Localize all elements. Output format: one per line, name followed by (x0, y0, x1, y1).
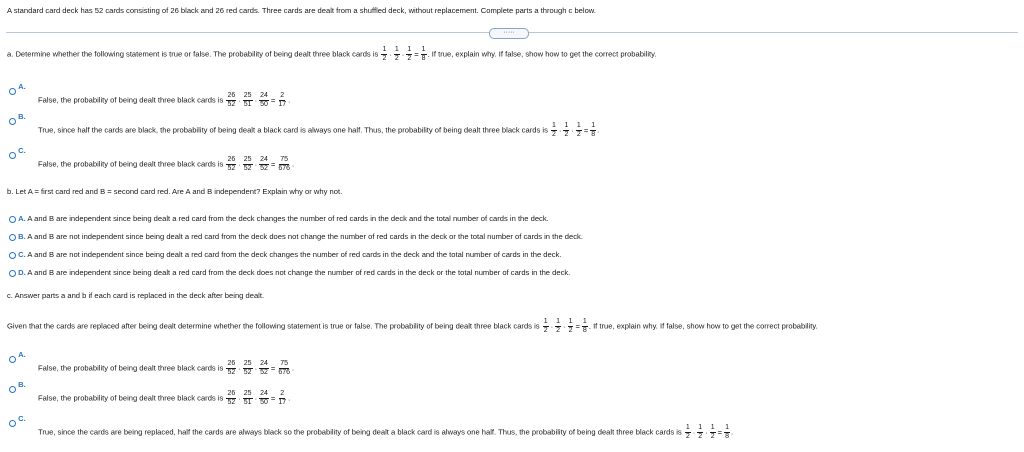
fraction: $\frac{26}{52}$ (227, 360, 236, 376)
part-b-question: b. Let A = first card red and B = second card red. Are A and B independent? Explain why or why not. (7, 187, 343, 196)
radio-button[interactable] (9, 252, 16, 259)
fraction: $\frac{2}{17}$ (278, 92, 287, 108)
fraction: $\frac{75}{676}$ (278, 156, 291, 172)
part-c-given-text: Given that the cards are replaced after being dealt determine whether the following statement is true or false. The probability of being dealt three black cards is (7, 321, 540, 331)
fraction: $\frac{1}{2}$ (710, 424, 715, 440)
problem-intro: A standard card deck has 52 cards consisting of 26 black and 26 red cards. Three cards are dealt from a shuffled deck, without replacement. Complete parts a through c below. (7, 6, 596, 15)
part-c-option-b-text: False, the probability of being dealt three black cards is $\frac{26}{52}$ · $\frac{25}{51}$ · $\frac{24}{50}$ = $\frac{2}{17}$ . (38, 390, 291, 406)
part-b-option-b[interactable]: B. A and B are not independent since being dealt a red card from the deck does not change the number of red cards in the deck or the total number of cards in the deck. (9, 232, 583, 241)
expand-button[interactable]: ····· (489, 28, 529, 39)
part-c-given-suffix: If true, explain why. If false, show how to get the correct probability. (593, 321, 818, 331)
part-b-option-d[interactable]: D. A and B are independent since being dealt a red card from the deck does not change the number of red cards in the deck or the total number of cards in the deck. (9, 268, 570, 277)
fraction: $\frac{1}{2}$ (556, 318, 561, 334)
radio-button[interactable] (9, 118, 16, 125)
option-text: A and B are independent since being dealt a red card from the deck does not change the number of red cards in the deck or the total number of cards in the deck. (27, 268, 571, 277)
radio-button[interactable] (9, 88, 16, 95)
part-a-question (7, 46, 656, 63)
fraction: $\frac{1}{2}$ (564, 122, 569, 138)
radio-button[interactable] (9, 152, 16, 159)
fraction: $\frac{1}{2}$ (407, 46, 412, 62)
option-text: A and B are not independent since being dealt a red card from the deck does not change the number of red cards in the deck or the total number of cards in the deck. (27, 232, 583, 241)
fraction: $\frac{25}{52}$ (243, 156, 252, 172)
fraction: $\frac{26}{52}$ (227, 390, 236, 406)
fraction: $\frac{1}{8}$ (725, 424, 729, 440)
fraction: $\frac{25}{51}$ (243, 92, 252, 108)
fraction: $\frac{1}{2}$ (568, 318, 573, 334)
part-b-option-a[interactable]: A. A and B are independent since being dealt a red card from the deck changes the number of red cards in the deck and the total number of cards in the deck. (9, 214, 549, 223)
fraction: $\frac{1}{2}$ (698, 424, 703, 440)
fraction: $\frac{26}{52}$ (227, 156, 236, 172)
part-a-option-a[interactable]: A. (9, 86, 26, 95)
radio-button[interactable] (9, 420, 16, 427)
part-c-option-a[interactable]: A. (9, 354, 26, 363)
fraction: $\frac{24}{52}$ (260, 360, 268, 376)
radio-button[interactable] (9, 386, 16, 393)
part-a-option-b[interactable]: B. (9, 116, 26, 125)
option-text: A and B are independent since being dealt a red card from the deck changes the number of red cards in the deck and the total number of cards in the deck. (27, 214, 549, 223)
part-a-question-expression: $\frac{1}{2}$ · $\frac{1}{2}$ · $\frac{1}{2}$ = $\frac{1}{8}$ . (382, 46, 432, 62)
part-c-option-c[interactable]: C. (9, 418, 26, 427)
part-c-option-b[interactable]: B. (9, 384, 26, 393)
part-a-question-text: a. Determine whether the following statement is true or false. The probability of being dealt three black cards is (7, 49, 379, 59)
part-c-question: c. Answer parts a and b if each card is replaced in the deck after being dealt. (7, 291, 265, 300)
fraction: $\frac{26}{52}$ (227, 92, 236, 108)
fraction: $\frac{75}{676}$ (278, 360, 291, 376)
part-a-option-b-text: True, since half the cards are black, the probability of being dealt a black card is always one half. Thus, the probability of being dealt three black cards is $\frac{1}{2}$ · $\frac{1}{2}$ · $\frac{1}{2}$ = $\frac{1}{8}$ . (38, 122, 600, 138)
radio-button[interactable] (9, 356, 16, 363)
fraction: $\frac{24}{50}$ (260, 92, 268, 108)
fraction: $\frac{1}{2}$ (576, 122, 581, 138)
fraction: $\frac{25}{51}$ (243, 390, 252, 406)
option-text: A and B are not independent since being dealt a red card from the deck changes the number of red cards in the deck and the total number of cards in the deck. (27, 250, 562, 259)
part-a-question-suffix: If true, explain why. If false, show how to get the correct probability. (431, 49, 657, 59)
part-a-option-a-text: False, the probability of being dealt three black cards is $\frac{26}{52}$ · $\frac{25}{51}$ · $\frac{24}{50}$ = $\frac{2}{17}$ . (38, 92, 291, 108)
fraction: $\frac{25}{52}$ (243, 360, 252, 376)
fraction: $\frac{1}{2}$ (382, 46, 387, 62)
part-a-option-c-text: False, the probability of being dealt three black cards is $\frac{26}{52}$ · $\frac{25}{52}$ · $\frac{24}{52}$ = $\frac{75}{676}$ . (38, 156, 295, 172)
radio-button[interactable] (9, 234, 16, 241)
fraction: $\frac{1}{2}$ (552, 122, 556, 138)
fraction: $\frac{1}{8}$ (591, 122, 596, 138)
fraction: $\frac{1}{8}$ (421, 46, 426, 62)
part-c-given-expression: $\frac{1}{2}$ · $\frac{1}{2}$ · $\frac{1}{2}$ = $\frac{1}{8}$ . (543, 318, 594, 334)
part-b-option-c[interactable]: C. A and B are not independent since being dealt a red card from the deck changes the number of red cards in the deck and the total number of cards in the deck. (9, 250, 561, 259)
radio-button[interactable] (9, 270, 16, 277)
part-a-option-c[interactable]: C. (9, 150, 26, 159)
fraction: $\frac{1}{2}$ (685, 424, 690, 440)
part-c-given (7, 318, 818, 335)
radio-button[interactable] (9, 216, 16, 223)
part-c-option-a-text: False, the probability of being dealt three black cards is $\frac{26}{52}$ · $\frac{25}{52}$ · $\frac{24}{52}$ = $\frac{75}{676}$ . (38, 360, 295, 376)
part-c-option-c-text: True, since the cards are being replaced, half the cards are always black so the probability of being dealt a black card is always one half. Thus, the probability of being dealt three black cards is $\frac{1}{2}$ · $\frac{1}{2}$ · $\frac{1}{2}$ = $\frac{1}{8}$ . (38, 424, 734, 440)
fraction: $\frac{1}{8}$ (582, 318, 587, 334)
fraction: $\frac{24}{52}$ (260, 156, 268, 172)
fraction: $\frac{24}{50}$ (260, 390, 268, 406)
fraction: $\frac{1}{2}$ (543, 318, 548, 334)
fraction: $\frac{2}{17}$ (278, 390, 287, 406)
fraction: $\frac{1}{2}$ (394, 46, 399, 62)
